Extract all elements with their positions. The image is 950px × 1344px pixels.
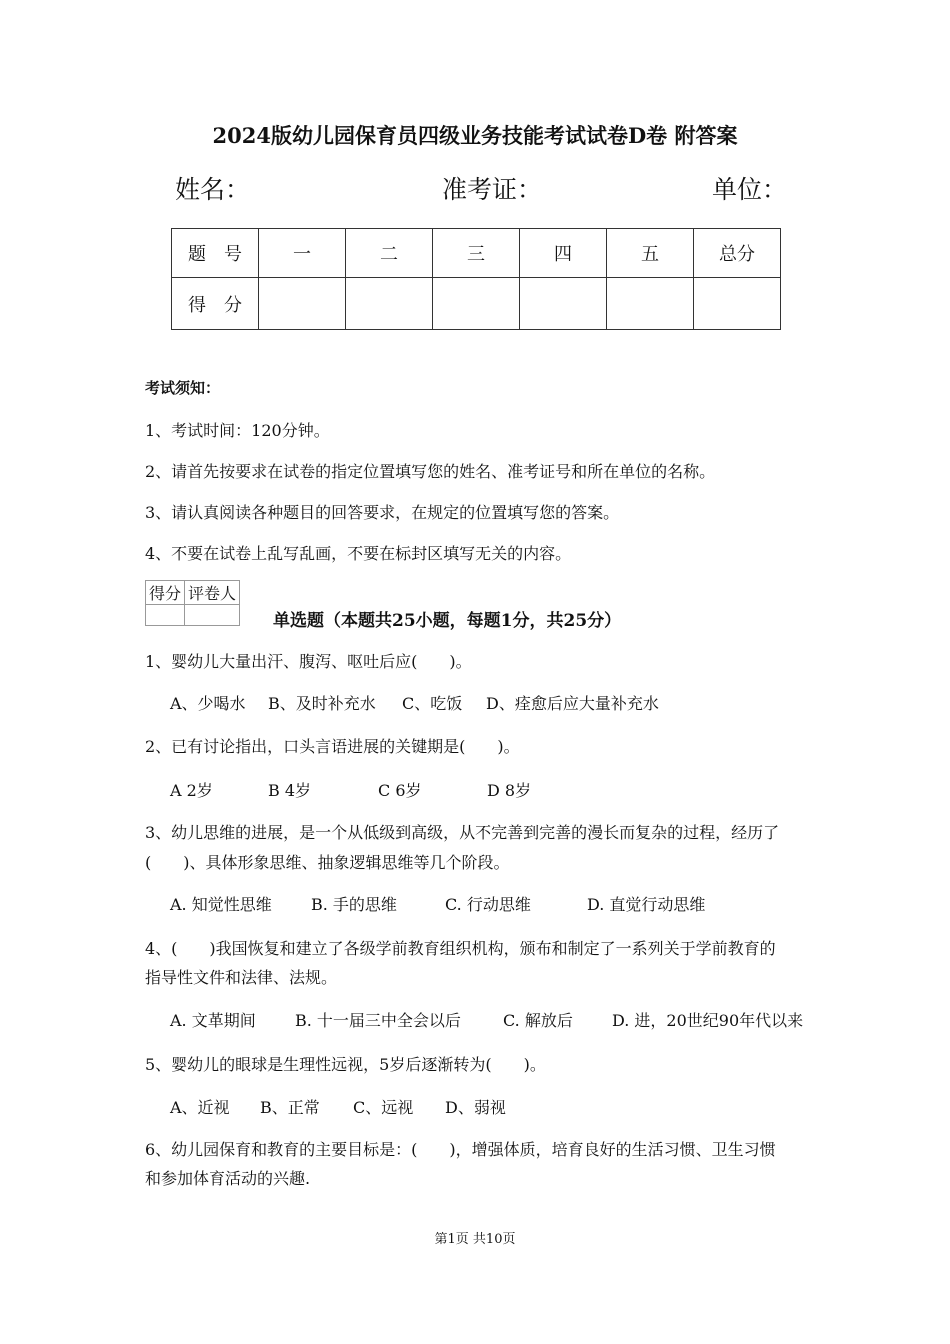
score-table-header-cell: 三 — [433, 229, 520, 278]
question-text: 3、幼儿思维的进展，是一个从低级到高级，从不完善到完善的漫长而复杂的过程，经历了 — [145, 823, 780, 842]
grader-score-cell[interactable] — [146, 605, 185, 626]
option: D、痊愈后应大量补充水 — [486, 694, 659, 713]
score-table-header-cell: 四 — [520, 229, 607, 278]
option: D、弱视 — [445, 1098, 506, 1117]
exam-id-label: 准考证： — [442, 175, 543, 204]
score-table-header-cell: 一 — [259, 229, 346, 278]
grader-score-label: 得分 — [146, 581, 185, 605]
question-text: ( )、具体形象思维、抽象逻辑思维等几个阶段。 — [145, 853, 510, 872]
score-row-label: 得 分 — [172, 278, 259, 330]
grader-name-label: 评卷人 — [185, 581, 240, 605]
score-table-header-cell: 五 — [607, 229, 694, 278]
notice-item: 2、请首先按要求在试卷的指定位置填写您的姓名、准考证号和所在单位的名称。 — [145, 462, 716, 481]
score-cell[interactable] — [520, 278, 607, 330]
option: A 2岁 — [170, 781, 213, 800]
question-text: 4、( )我国恢复和建立了各级学前教育组织机构，颁布和制定了一系列关于学前教育的 — [145, 939, 776, 958]
option: C、远视 — [353, 1098, 414, 1117]
score-cell[interactable] — [607, 278, 694, 330]
option: D. 进，20世纪90年代以来 — [612, 1011, 804, 1030]
question-text: 5、婴幼儿的眼球是生理性远视，5岁后逐渐转为( )。 — [145, 1055, 546, 1074]
name-label: 姓名： — [175, 175, 251, 204]
option: D. 直觉行动思维 — [587, 895, 706, 914]
question-text: 1、婴幼儿大量出汗、腹泻、呕吐后应( )。 — [145, 652, 472, 671]
option: C、吃饭 — [402, 694, 463, 713]
option: B. 十一届三中全会以后 — [295, 1011, 461, 1030]
score-cell[interactable] — [694, 278, 781, 330]
notice-item: 3、请认真阅读各种题目的回答要求，在规定的位置填写您的答案。 — [145, 503, 620, 522]
score-cell[interactable] — [433, 278, 520, 330]
unit-label: 单位： — [712, 175, 788, 204]
grader-name-cell[interactable] — [185, 605, 240, 626]
option: A、近视 — [170, 1098, 230, 1117]
option: C 6岁 — [378, 781, 422, 800]
question-text: 2、已有讨论指出，口头言语进展的关键期是( )。 — [145, 737, 520, 756]
score-table — [171, 228, 781, 330]
option: A. 文革期间 — [170, 1011, 256, 1030]
option: A、少喝水 — [170, 694, 246, 713]
option: B 4岁 — [268, 781, 312, 800]
notice-item: 1、考试时间：120分钟。 — [145, 421, 330, 440]
option: C. 行动思维 — [445, 895, 531, 914]
option: A. 知觉性思维 — [170, 895, 272, 914]
page-title: 2024版幼儿园保育员四级业务技能考试试卷D卷 附答案 — [212, 123, 738, 148]
score-cell[interactable] — [259, 278, 346, 330]
option: B、及时补充水 — [268, 694, 376, 713]
option: B、正常 — [260, 1098, 320, 1117]
score-table-header-row — [172, 229, 781, 278]
score-table-score-row — [172, 278, 781, 330]
option: D 8岁 — [487, 781, 532, 800]
notice-item: 4、不要在试卷上乱写乱画，不要在标封区填写无关的内容。 — [145, 544, 572, 563]
question-text: 和参加体育活动的兴趣. — [145, 1169, 311, 1188]
section-title: 单选题（本题共25小题，每题1分，共25分） — [273, 611, 622, 631]
question-text: 指导性文件和法律、法规。 — [145, 968, 338, 987]
question-text: 6、幼儿园保育和教育的主要目标是：( )，增强体质，培育良好的生活习惯、卫生习惯 — [145, 1140, 776, 1159]
score-cell[interactable] — [346, 278, 433, 330]
option: B. 手的思维 — [311, 895, 397, 914]
score-table-header-cell: 二 — [346, 229, 433, 278]
page-footer: 第1页 共10页 — [434, 1232, 516, 1247]
option: C. 解放后 — [503, 1011, 573, 1030]
notice-heading: 考试须知： — [145, 379, 221, 397]
grader-box — [145, 580, 240, 626]
score-table-header-cell: 题 号 — [172, 229, 259, 278]
score-table-header-cell: 总分 — [694, 229, 781, 278]
